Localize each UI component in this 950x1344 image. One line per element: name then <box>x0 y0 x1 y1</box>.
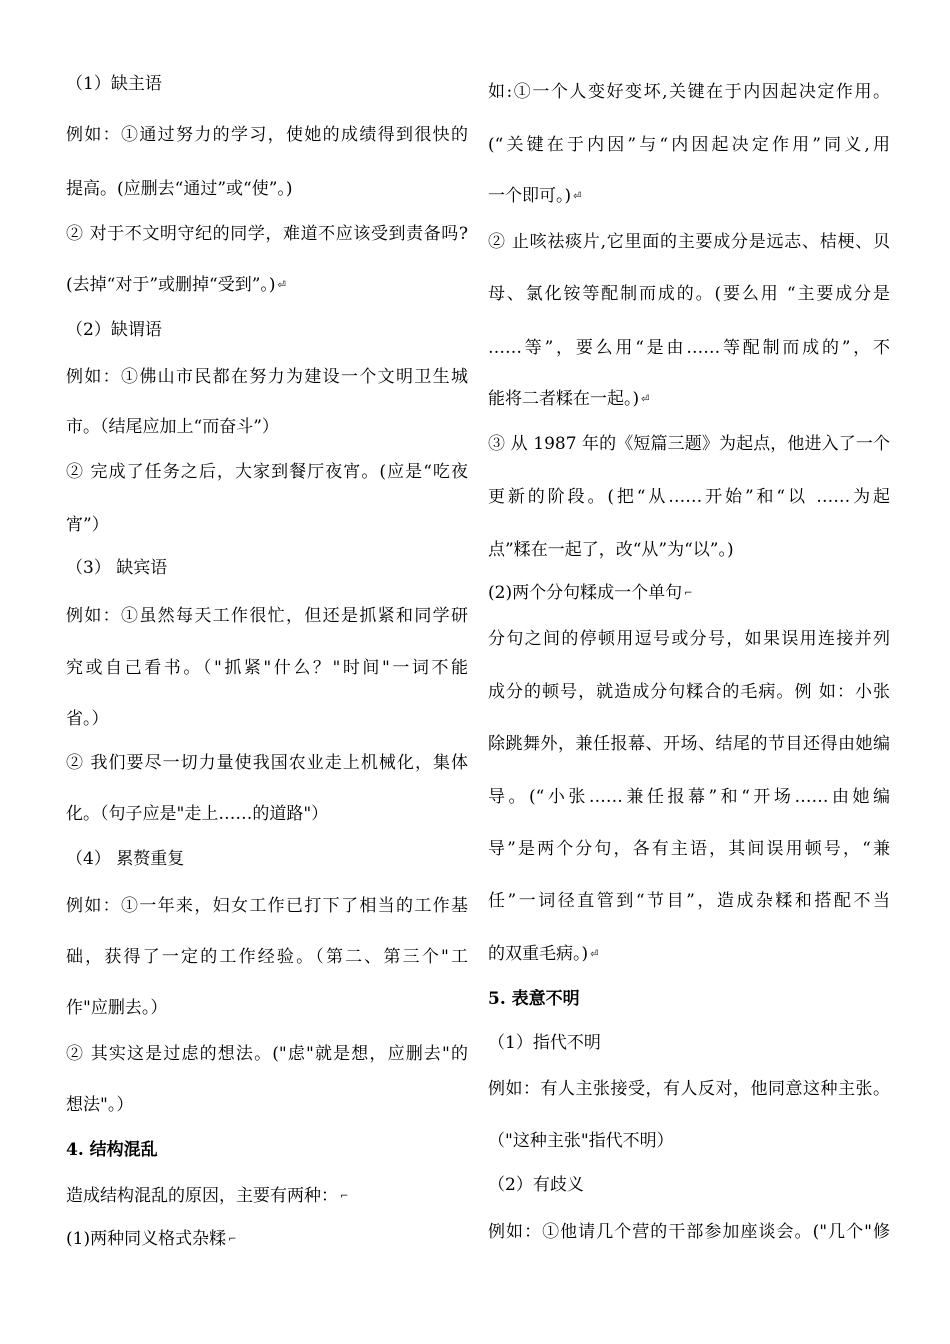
subsection-heading <box>66 73 162 95</box>
text-line <box>488 283 890 305</box>
text-line <box>66 997 167 1019</box>
line-text: 点”糅在一起了，改“从”为“以”。) <box>488 540 734 560</box>
text-line <box>66 366 468 388</box>
line-text: (“关键在于内因”与“内因起决定作用”同义,用 <box>488 135 890 155</box>
line-text: 例如：①虽然每天工作很忙，但还是抓紧和同学研 <box>66 606 468 626</box>
line-text: ② 其实这是过虑的想法。("虑"就是想，应删去"的 <box>66 1044 468 1064</box>
line-text: 能将二者糅在一起。) <box>488 389 640 409</box>
subsection-heading <box>488 1174 584 1196</box>
text-line <box>488 890 890 912</box>
paragraph-mark-icon: ⏎ <box>590 948 599 960</box>
text-line <box>488 733 890 755</box>
line-text: 造成结构混乱的原因，主要有两种： <box>66 1186 338 1206</box>
text-line <box>66 657 468 679</box>
text-line <box>488 1078 890 1100</box>
subsection-heading <box>66 557 167 579</box>
line-text: 4. 结构混乱 <box>66 1140 158 1160</box>
section-heading <box>66 1139 158 1161</box>
line-text: 作"应删去。） <box>66 998 168 1018</box>
line-text: （4） 累赘重复 <box>66 849 185 869</box>
text-line <box>488 433 890 455</box>
paragraph-mark-icon: ⌐ <box>228 1233 237 1245</box>
paragraph-mark-icon: ⌐ <box>684 587 693 599</box>
line-text: (去掉“对于”或删掉“受到”。) <box>66 275 276 295</box>
line-text: 一个即可。) <box>488 186 572 206</box>
text-line <box>488 134 890 156</box>
line-text: 想法"。） <box>66 1095 134 1115</box>
line-text: （"这种主张"指代不明） <box>488 1131 674 1151</box>
text-line <box>66 178 293 200</box>
line-text: ……等”，要么用“是由……等配制而成的”，不 <box>488 338 890 358</box>
line-text: 任”一词径直管到“节目”，造成杂糅和搭配不当 <box>488 891 890 911</box>
subsection-heading <box>66 319 162 341</box>
text-line <box>66 803 328 825</box>
line-text: （2）缺谓语 <box>66 320 162 340</box>
text-line <box>66 514 109 536</box>
line-text: ③ 从 1987 年的《短篇三题》为起点，他进入了一个 <box>488 434 890 454</box>
line-text: 成分的顿号，就造成分句糅合的毛病。例 如：小张 <box>488 682 890 702</box>
text-line <box>488 539 734 561</box>
line-text: （2）有歧义 <box>488 1175 584 1195</box>
text-line <box>488 628 890 650</box>
line-text: 除跳舞外，兼任报幕、开场、结尾的节目还得由她编 <box>488 734 890 754</box>
line-text: 宵”） <box>66 515 109 535</box>
line-text: 的双重毛病。) <box>488 944 589 964</box>
paragraph-mark-icon: ⌐ <box>340 1190 349 1202</box>
text-line <box>66 416 279 438</box>
text-line <box>66 1094 133 1116</box>
text-line <box>66 223 468 245</box>
line-text: (2)两个分句糅成一个单句 <box>488 583 683 603</box>
text-line <box>66 895 468 917</box>
text-line <box>66 124 468 146</box>
line-text: 例如：①他请几个营的干部参加座谈会。("几个"修 <box>488 1222 890 1242</box>
line-text: ② 完成了任务之后，大家到餐厅夜宵。(应是“吃夜 <box>66 462 468 482</box>
text-line <box>488 582 692 605</box>
line-text: （1）缺主语 <box>66 74 162 94</box>
text-line <box>66 1228 236 1251</box>
line-text: 导。(“小张……兼任报幕”和“开场……由她编 <box>488 787 890 807</box>
line-text: （1）指代不明 <box>488 1033 601 1053</box>
text-line <box>66 946 468 968</box>
line-text: ② 我们要尽一切力量使我国农业走上机械化，集体 <box>66 753 468 773</box>
text-line <box>488 81 890 103</box>
text-line <box>66 1043 468 1065</box>
line-text: 更新的阶段。(把“从……开始”和“以 ……为起 <box>488 487 890 507</box>
paragraph-mark-icon: ⏎ <box>277 279 286 291</box>
line-text: 母、氯化铵等配制而成的。(要么用 “主要成分是 <box>488 284 890 304</box>
text-line <box>66 1185 348 1208</box>
line-text: (1)两种同义格式杂糅 <box>66 1229 227 1249</box>
subsection-heading <box>66 848 184 870</box>
text-line <box>488 1221 890 1243</box>
line-text: 分句之间的停顿用逗号或分号，如果误用连接并列 <box>488 629 890 649</box>
line-text: 化。（句子应是"走上……的道路"） <box>66 804 329 824</box>
text-line <box>488 786 890 808</box>
text-line <box>488 185 582 208</box>
line-text: 究或自己看书。（"抓紧"什么？"时间"一词不能 <box>66 658 468 678</box>
text-line <box>488 231 890 253</box>
line-text: 5. 表意不明 <box>488 989 580 1009</box>
line-text: 例如：有人主张接受，有人反对，他同意这种主张。 <box>488 1079 890 1099</box>
text-line <box>66 461 468 483</box>
text-line <box>488 1130 674 1152</box>
subsection-heading <box>488 1032 601 1054</box>
line-text: 如:①一个人变好变坏,关键在于内因起决定作用。 <box>488 82 890 102</box>
section-heading <box>488 988 580 1010</box>
line-text: 础，获得了一定的工作经验。（第二、第三个"工 <box>66 947 468 967</box>
text-line <box>66 752 468 774</box>
line-text: （3） 缺宾语 <box>66 558 168 578</box>
line-text: ② 对于不文明守纪的同学，难道不应该受到责备吗? <box>66 224 468 244</box>
text-line <box>488 388 650 411</box>
text-line <box>488 681 890 703</box>
text-line <box>66 708 109 730</box>
paragraph-mark-icon: ⏎ <box>573 190 582 202</box>
text-line <box>488 486 890 508</box>
line-text: 导”是两个分句，各有主语，其间误用顿号，“兼 <box>488 839 890 859</box>
text-line <box>66 605 468 627</box>
text-line <box>488 943 599 966</box>
line-text: 市。（结尾应加上“而奋斗”） <box>66 417 279 437</box>
text-line <box>488 337 890 359</box>
line-text: 例如：①一年来，妇女工作已打下了相当的工作基 <box>66 896 468 916</box>
line-text: ② 止咳祛痰片,它里面的主要成分是远志、桔梗、贝 <box>488 232 890 252</box>
line-text: 提高。(应删去“通过”或“使”。) <box>66 179 293 199</box>
line-text: 例如：①通过努力的学习，使她的成绩得到很快的 <box>66 125 468 145</box>
text-line <box>66 274 286 297</box>
text-line <box>488 838 890 860</box>
paragraph-mark-icon: ⏎ <box>641 393 650 405</box>
line-text: 省。） <box>66 709 109 729</box>
line-text: 例如：①佛山市民都在努力为建设一个文明卫生城 <box>66 367 468 387</box>
